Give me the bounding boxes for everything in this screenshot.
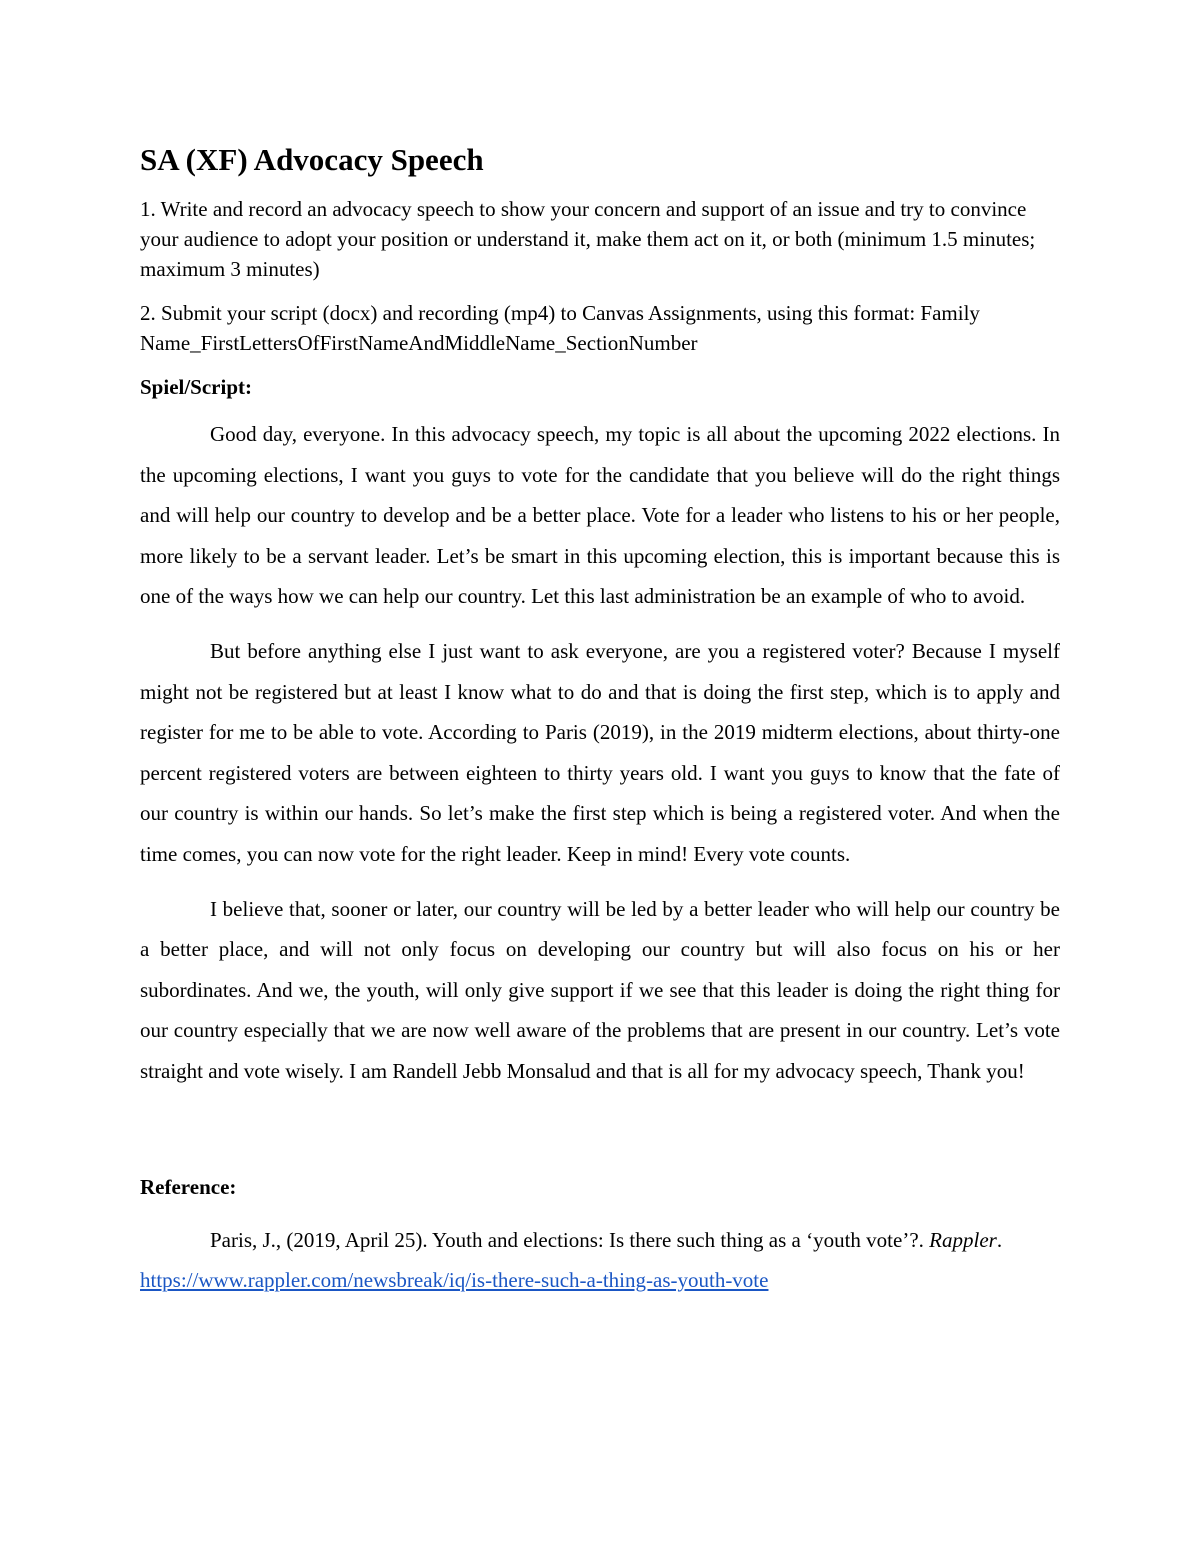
script-paragraph-3: I believe that, sooner or later, our country will be led by a better leader who will help our country be a better place, and will not only focus on developing our country but will also focus on his or her subordinates. And we, the youth, will only give support if we see that this leader is doing the right thing for our country especially that we are now well aware of the problems that are present in our country. Let’s vote straight and vote wisely. I am Randell Jebb Monsalud and that is all for my advocacy speech, Thank you!	[140, 896, 1060, 1083]
instruction-2: 2. Submit your script (docx) and recording (mp4) to Canvas Assignments, using this format: Family Name_FirstLettersOfFirstNameAndMiddleName_SectionNumber	[140, 301, 980, 355]
reference-after-journal: .	[996, 1227, 1003, 1252]
script-paragraph-1: Good day, everyone. In this advocacy speech, my topic is all about the upcoming 2022 elections. In the upcoming elections, I want you guys to vote for the candidate that you believe will do the right things and will help our country to develop and be a better place. Vote for a leader who listens to his or her people, more likely to be a servant leader. Let’s be smart in this upcoming election, this is important because this is one of the ways how we can help our country. Let this last administration be an example of who to avoid.	[140, 422, 1060, 609]
section-spacer	[140, 1106, 1060, 1172]
reference-journal: Rappler	[929, 1227, 997, 1252]
document-title: SA (XF) Advocacy Speech	[140, 142, 484, 177]
script-heading: Spiel/Script:	[140, 375, 253, 399]
reference-entry	[140, 1220, 1060, 1300]
reference-link[interactable]: https://www.rappler.com/newsbreak/iq/is-there-such-a-thing-as-youth-vote	[140, 1267, 769, 1292]
reference-heading: Reference:	[140, 1174, 237, 1199]
document-page	[140, 140, 1060, 1300]
reference-text: Paris, J., (2019, April 25). Youth and elections: Is there such thing as a ‘youth vote’?.	[210, 1227, 930, 1252]
script-paragraph-2: But before anything else I just want to ask everyone, are you a registered voter? Because I myself might not be registered but at least I know what to do and that is doing the first step, which is to apply and register for me to be able to vote. According to Paris (2019), in the 2019 midterm elections, about thirty-one percent registered voters are between eighteen to thirty years old. I want you guys to know that the fate of our country is within our hands. So let’s make the first step which is being a registered voter. And when the time comes, you can now vote for the right leader. Keep in mind! Every vote counts.	[140, 638, 1060, 866]
instruction-1: 1. Write and record an advocacy speech to show your concern and support of an issue and try to convince your audience to adopt your position or understand it, make them act on it, or both (minimum 1.5 minutes; maximum 3 minutes)	[140, 197, 1036, 281]
